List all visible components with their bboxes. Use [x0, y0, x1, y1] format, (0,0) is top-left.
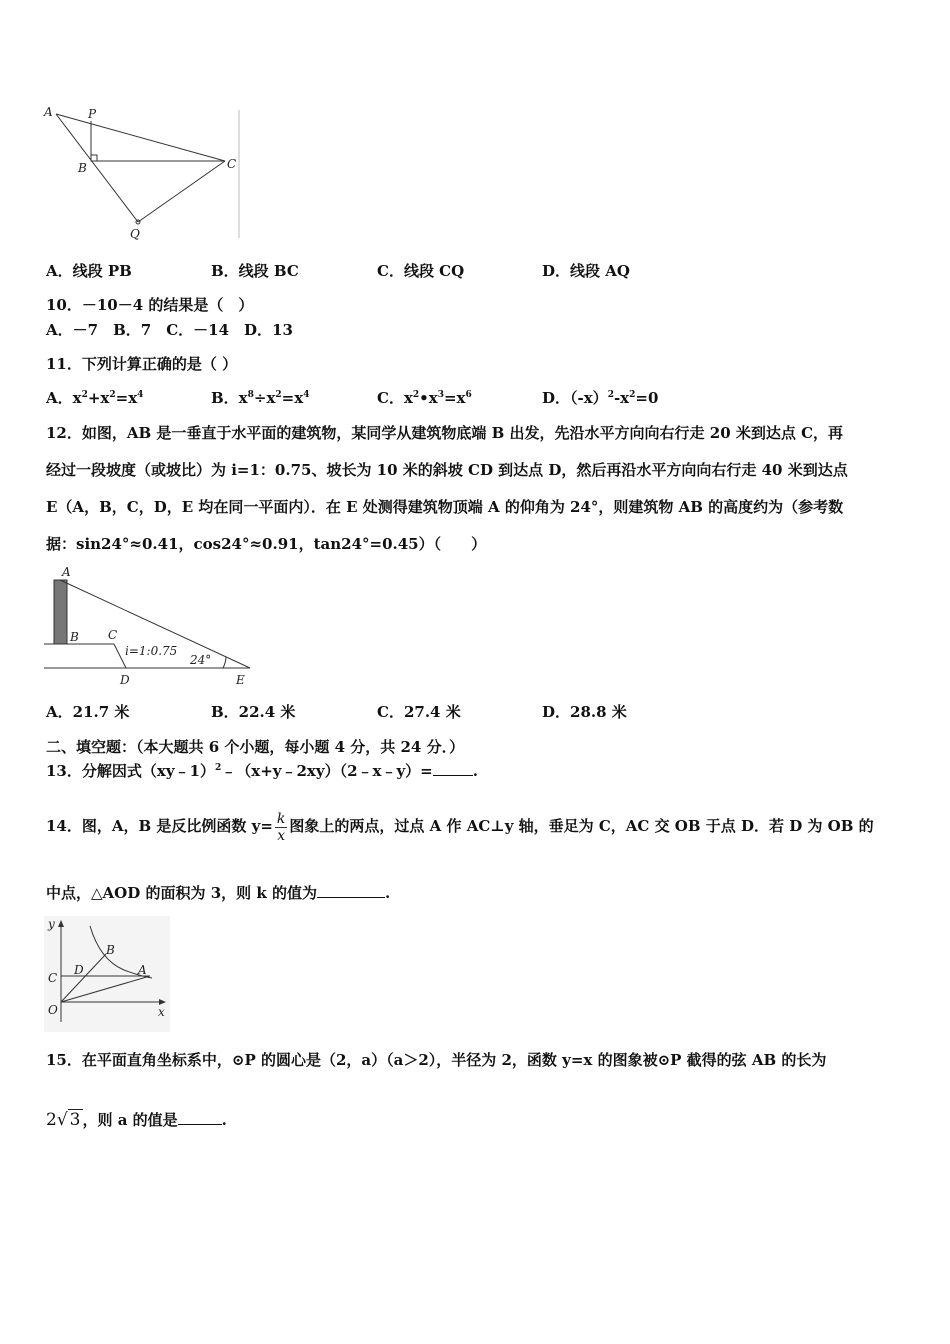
q15-sqrt-radicand: 3 — [69, 1110, 81, 1130]
fig14-label-b: B — [106, 943, 115, 957]
q15-line1: 15．在平面直角坐标系中，⊙P 的圆心是（2，a）（a＞2），半径为 2，函数 y=x 的图象被⊙P 截得的弦 AB 的长为 — [46, 1051, 827, 1069]
q15-sqrt-coef: 2 — [46, 1110, 57, 1130]
q11-a-exp1: 2 — [81, 390, 88, 400]
q11-d-mid2: =0 — [635, 389, 659, 407]
q11-d-exp1: 2 — [607, 390, 614, 400]
q11-c-prefix: C．x — [377, 389, 413, 407]
q14-line1 — [46, 800, 874, 852]
q11-a-prefix: A．x — [46, 389, 82, 407]
fig9-label-p: P — [88, 107, 97, 121]
q11-d-prefix: D．（-x） — [542, 389, 608, 407]
q14-fraction — [275, 811, 287, 844]
q12-option-c: C．27.4 米 — [377, 703, 461, 721]
section2-title: 二、填空题：（本大题共 6 个小题，每小题 4 分，共 24 分．） — [46, 738, 465, 756]
q9-option-c: C．线段 CQ — [377, 262, 465, 280]
q11-b-mid: ÷x — [253, 389, 276, 407]
q14-prefix: 14．图，A，B 是反比例函数 y= — [46, 817, 273, 835]
fig12-label-slope: i=1:0.75 — [125, 644, 178, 658]
q11-a-exp3: 4 — [137, 390, 144, 400]
q12-line2: 经过一段坡度（或坡比）为 i=1：0.75、坡长为 10 米的斜坡 CD 到达点 D，然后再沿水平方向向右行走 40 米到达点 — [46, 461, 848, 479]
figure-q12 — [40, 562, 260, 690]
q12-option-d: D．28.8 米 — [542, 703, 627, 721]
q11-b-exp1: 8 — [247, 390, 254, 400]
q12-option-b: B．22.4 米 — [211, 703, 296, 721]
q11-option-a — [46, 388, 143, 408]
fig14-label-x: x — [158, 1005, 165, 1019]
fig12-label-b: B — [70, 630, 79, 644]
q11-d-mid: -x — [613, 389, 630, 407]
q11-d-exp2: 2 — [629, 390, 636, 400]
fig12-label-a: A — [62, 565, 71, 579]
fig12-label-d: D — [120, 673, 130, 687]
fig14-label-o: O — [48, 1003, 58, 1017]
q11-c-exp3: 6 — [465, 390, 472, 400]
q12-line3: E（A，B，C，D，E 均在同一平面内）．在 E 处测得建筑物顶端 A 的仰角为 24°，则建筑物 AB 的高度约为（参考数 — [46, 498, 844, 516]
fig9-label-a: A — [44, 105, 53, 119]
fig9-label-q: Q — [130, 227, 140, 241]
q14-rest: 图象上的两点，过点 A 作 AC⊥y 轴，垂足为 C，AC 交 OB 于点 D．若 D 为 OB 的 — [289, 817, 874, 835]
q15-sqrt-expr: 2√ 3 — [46, 1110, 81, 1130]
q11-c-mid2: =x — [443, 389, 466, 407]
q11-c-exp1: 2 — [412, 390, 420, 400]
fig12-label-c: C — [108, 628, 118, 642]
q12-option-a: A．21.7 米 — [46, 703, 130, 721]
q9-option-a: A．线段 PB — [46, 262, 132, 280]
q15-line2 — [46, 1105, 227, 1135]
q11-c-mid: •x — [419, 389, 438, 407]
q11-a-mid2: =x — [115, 389, 138, 407]
q14-frac-den: x — [277, 827, 286, 844]
fig14-label-a: A — [138, 963, 147, 977]
q13-exp: 2 — [214, 763, 222, 773]
q11-stem: 11．下列计算正确的是（ ） — [46, 355, 238, 373]
figure-q9 — [40, 104, 250, 246]
q11-b-prefix: B．x — [211, 389, 248, 407]
fig14-label-d: D — [74, 963, 84, 977]
q13-end: . — [472, 762, 478, 780]
fig9-label-c: C — [227, 157, 237, 171]
q13-prefix: 13．分解因式（xy﹣1） — [46, 762, 215, 780]
q13-rest: ﹣（x+y﹣2xy）（2﹣x﹣y）= — [221, 762, 433, 780]
q9-option-d: D．线段 AQ — [542, 262, 630, 280]
fig12-label-angle: 24° — [190, 653, 212, 667]
q14-line2 — [46, 883, 390, 903]
figure-q14 — [44, 916, 170, 1032]
q11-b-exp2: 2 — [275, 390, 282, 400]
fig12-label-e: E — [236, 673, 245, 687]
q13 — [46, 761, 478, 781]
q10-options: A．－7 B．7 C．－14 D．13 — [46, 321, 293, 339]
q11-c-exp2: 3 — [437, 390, 444, 400]
q9-option-b: B．线段 BC — [211, 262, 299, 280]
fig14-label-c: C — [48, 971, 58, 985]
q15-answer-blank[interactable] — [178, 1110, 222, 1125]
q13-answer-blank[interactable] — [433, 761, 473, 776]
q11-option-d — [542, 388, 658, 408]
q11-option-b — [211, 388, 309, 408]
q14-answer-blank[interactable] — [317, 883, 385, 898]
q12-line4: 据：sin24°≈0.41，cos24°≈0.91，tan24°=0.45）（ ） — [46, 535, 487, 553]
q11-a-mid: +x — [87, 389, 110, 407]
fig14-label-y: y — [48, 917, 55, 931]
q10-stem: 10．－10－4 的结果是（ ） — [46, 296, 254, 314]
q11-option-c — [377, 388, 472, 408]
q11-b-exp3: 4 — [303, 390, 310, 400]
q15-line2-rest: ，则 a 的值是 — [82, 1111, 178, 1129]
fig9-label-b: B — [78, 161, 87, 175]
q14-frac-num: k — [276, 810, 286, 827]
q15-line2-end: . — [221, 1111, 227, 1129]
q11-b-mid2: =x — [281, 389, 304, 407]
q14-line2-end: . — [384, 884, 391, 902]
q11-a-exp2: 2 — [109, 390, 116, 400]
q12-line1: 12．如图，AB 是一垂直于水平面的建筑物，某同学从建筑物底端 B 出发，先沿水平方向向右行走 20 米到达点 C，再 — [46, 424, 844, 442]
q14-line2-prefix: 中点，△AOD 的面积为 3，则 k 的值为 — [46, 884, 317, 902]
